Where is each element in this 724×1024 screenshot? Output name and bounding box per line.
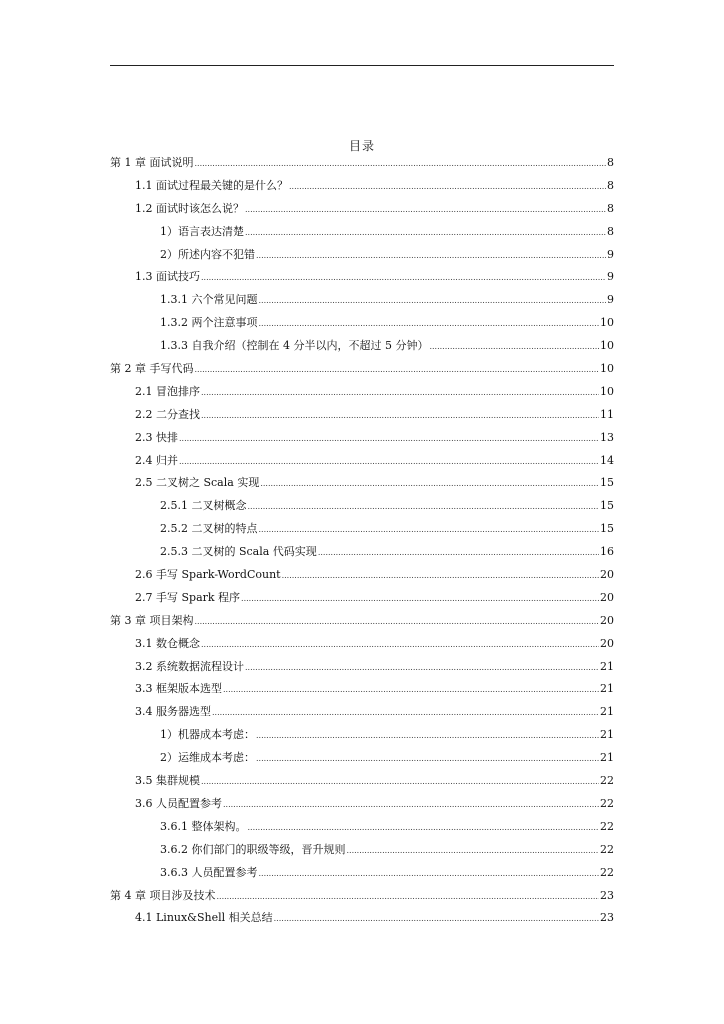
toc-entry-page: 8	[607, 178, 614, 192]
toc-entry-page: 22	[600, 865, 614, 879]
toc-leader-dots	[248, 496, 600, 519]
toc-entry[interactable]	[110, 656, 614, 679]
toc-leader-dots	[195, 153, 607, 176]
toc-leader-dots	[201, 771, 599, 794]
toc-entry-title: 3.1 数仓概念	[135, 636, 200, 650]
toc-entry-title: 2.6 手写 Spark-WordCount	[135, 568, 281, 582]
toc-entry-page: 22	[600, 842, 614, 856]
toc-entry-page: 20	[600, 590, 614, 604]
toc-entry[interactable]	[110, 587, 614, 610]
toc-leader-dots	[179, 451, 599, 474]
toc-entry-page: 15	[600, 499, 614, 513]
toc-entry[interactable]	[110, 381, 614, 404]
toc-entry-title: 2.2 二分查找	[135, 407, 200, 421]
toc-entry-title: 第 2 章 手写代码	[110, 362, 194, 376]
toc-entry-title: 2.4 归并	[135, 453, 178, 467]
toc-entry-page: 22	[600, 774, 614, 788]
table-of-contents	[110, 152, 614, 930]
toc-entry-title: 2.1 冒泡排序	[135, 384, 200, 398]
toc-leader-dots	[212, 702, 599, 725]
toc-entry-page: 15	[600, 476, 614, 490]
toc-entry[interactable]	[110, 221, 614, 244]
toc-leader-dots	[201, 634, 599, 657]
toc-entry-page: 13	[600, 430, 614, 444]
toc-leader-dots	[201, 382, 599, 405]
toc-leader-dots	[201, 405, 599, 428]
toc-entry[interactable]	[110, 701, 614, 724]
toc-entry[interactable]	[110, 862, 614, 885]
toc-entry-title: 1.2 面试时该怎么说？	[135, 201, 244, 215]
toc-leader-dots	[260, 473, 599, 496]
toc-entry[interactable]	[110, 564, 614, 587]
toc-entry[interactable]	[110, 541, 614, 564]
toc-leader-dots	[223, 679, 599, 702]
toc-leader-dots	[256, 748, 599, 771]
toc-entry-page: 21	[600, 705, 614, 719]
toc-entry-page: 10	[600, 339, 614, 353]
toc-leader-dots	[282, 565, 599, 588]
toc-entry-page: 10	[600, 316, 614, 330]
toc-entry-page: 16	[600, 545, 614, 559]
toc-entry-title: 3.3 框架版本选型	[135, 682, 222, 696]
toc-entry-title: 3.5 集群规模	[135, 774, 200, 788]
toc-leader-dots	[256, 725, 599, 748]
toc-entry-page: 14	[600, 453, 614, 467]
toc-entry-page: 8	[607, 156, 614, 169]
toc-entry-page: 23	[600, 911, 614, 925]
toc-entry[interactable]	[110, 839, 614, 862]
toc-entry-title: 4.1 Linux&Shell 相关总结	[135, 911, 273, 925]
toc-entry-title: 1）语言表达清楚	[160, 224, 244, 238]
toc-entry[interactable]	[110, 198, 614, 221]
toc-entry[interactable]	[110, 610, 614, 633]
toc-leader-dots	[346, 840, 599, 863]
toc-entry[interactable]	[110, 724, 614, 747]
toc-entry[interactable]	[110, 907, 614, 930]
toc-entry[interactable]	[110, 266, 614, 289]
toc-entry[interactable]	[110, 404, 614, 427]
toc-entry-page: 21	[600, 659, 614, 673]
toc-leader-dots	[195, 359, 600, 382]
toc-leader-dots	[201, 267, 606, 290]
toc-entry[interactable]	[110, 335, 614, 358]
toc-leader-dots	[223, 794, 599, 817]
toc-entry-title: 1.3 面试技巧	[135, 270, 200, 284]
toc-entry[interactable]	[110, 152, 614, 175]
toc-entry-page: 21	[600, 751, 614, 765]
toc-entry[interactable]	[110, 244, 614, 267]
toc-entry[interactable]	[110, 472, 614, 495]
toc-leader-dots	[259, 863, 600, 886]
toc-leader-dots	[245, 199, 606, 222]
toc-entry-title: 3.6 人员配置参考	[135, 796, 222, 810]
toc-entry-title: 第 4 章 项目涉及技术	[110, 888, 216, 902]
toc-entry[interactable]	[110, 427, 614, 450]
toc-entry-title: 3.6.2 你们部门的职级等级，晋升规则	[160, 842, 346, 856]
toc-entry-page: 9	[607, 247, 614, 261]
toc-entry-page: 20	[600, 568, 614, 582]
toc-leader-dots	[259, 313, 600, 336]
toc-entry[interactable]	[110, 289, 614, 312]
toc-entry[interactable]	[110, 495, 614, 518]
toc-entry[interactable]	[110, 175, 614, 198]
toc-entry[interactable]	[110, 450, 614, 473]
toc-leader-dots	[274, 908, 599, 931]
toc-entry-title: 1.3.1 六个常见问题	[160, 293, 258, 307]
toc-entry-page: 10	[600, 362, 614, 376]
toc-entry-title: 第 1 章 面试说明	[110, 156, 194, 169]
toc-entry-page: 22	[600, 796, 614, 810]
toc-entry[interactable]	[110, 633, 614, 656]
toc-entry-title: 1.3.2 两个注意事项	[160, 316, 258, 330]
toc-entry-page: 23	[600, 888, 614, 902]
toc-entry[interactable]	[110, 770, 614, 793]
toc-leader-dots	[245, 222, 606, 245]
toc-leader-dots	[179, 428, 599, 451]
toc-leader-dots	[289, 176, 606, 199]
toc-entry-title: 2.5 二叉树之 Scala 实现	[135, 476, 260, 490]
toc-entry-page: 15	[600, 522, 614, 536]
toc-leader-dots	[259, 519, 600, 542]
toc-entry[interactable]	[110, 747, 614, 770]
toc-entry-title: 3.2 系统数据流程设计	[135, 659, 244, 673]
toc-entry-page: 8	[607, 201, 614, 215]
toc-leader-dots	[245, 657, 599, 680]
toc-entry-page: 22	[600, 819, 614, 833]
toc-entry-page: 8	[607, 224, 614, 238]
toc-entry[interactable]	[110, 816, 614, 839]
toc-entry-page: 9	[607, 270, 614, 284]
toc-entry[interactable]	[110, 885, 614, 908]
toc-entry[interactable]	[110, 312, 614, 335]
toc-entry[interactable]	[110, 678, 614, 701]
toc-entry-page: 21	[600, 682, 614, 696]
toc-entry-page: 9	[607, 293, 614, 307]
toc-entry-page: 20	[600, 613, 614, 627]
toc-entry[interactable]	[110, 518, 614, 541]
toc-entry-page: 21	[600, 728, 614, 742]
toc-entry-title: 3.6.3 人员配置参考	[160, 865, 258, 879]
toc-leader-dots	[318, 542, 599, 565]
toc-entry-page: 10	[600, 384, 614, 398]
toc-leader-dots	[259, 290, 607, 313]
toc-entry[interactable]	[110, 793, 614, 816]
toc-leader-dots	[217, 886, 600, 909]
toc-entry-title: 2）运维成本考虑：	[160, 751, 255, 765]
toc-title: 目录	[348, 139, 375, 153]
toc-entry-title: 2.5.3 二叉树的 Scala 代码实现	[160, 545, 317, 559]
toc-leader-dots	[195, 611, 600, 634]
toc-entry-title: 3.4 服务器选型	[135, 705, 211, 719]
toc-leader-dots	[248, 817, 600, 840]
toc-leader-dots	[241, 588, 599, 611]
toc-entry-title: 1）机器成本考虑：	[160, 728, 255, 742]
toc-entry-title: 2.7 手写 Spark 程序	[135, 590, 241, 604]
toc-entry-page: 20	[600, 636, 614, 650]
toc-entry-title: 1.3.3 自我介绍（控制在 4 分半以内，不超过 5 分钟）	[160, 339, 429, 353]
toc-entry-title: 2.5.2 二叉树的特点	[160, 522, 258, 536]
toc-entry-page: 11	[600, 407, 614, 421]
toc-leader-dots	[429, 336, 599, 359]
toc-entry-title: 2.3 快排	[135, 430, 178, 444]
toc-entry-title: 3.6.1 整体架构。	[160, 819, 247, 833]
header-rule	[110, 65, 614, 66]
toc-entry-title: 第 3 章 项目架构	[110, 613, 194, 627]
toc-entry[interactable]	[110, 358, 614, 381]
toc-entry-title: 2.5.1 二叉树概念	[160, 499, 247, 513]
toc-entry-title: 1.1 面试过程最关键的是什么？	[135, 178, 288, 192]
toc-entry-title: 2）所述内容不犯错	[160, 247, 255, 261]
toc-leader-dots	[256, 245, 606, 268]
